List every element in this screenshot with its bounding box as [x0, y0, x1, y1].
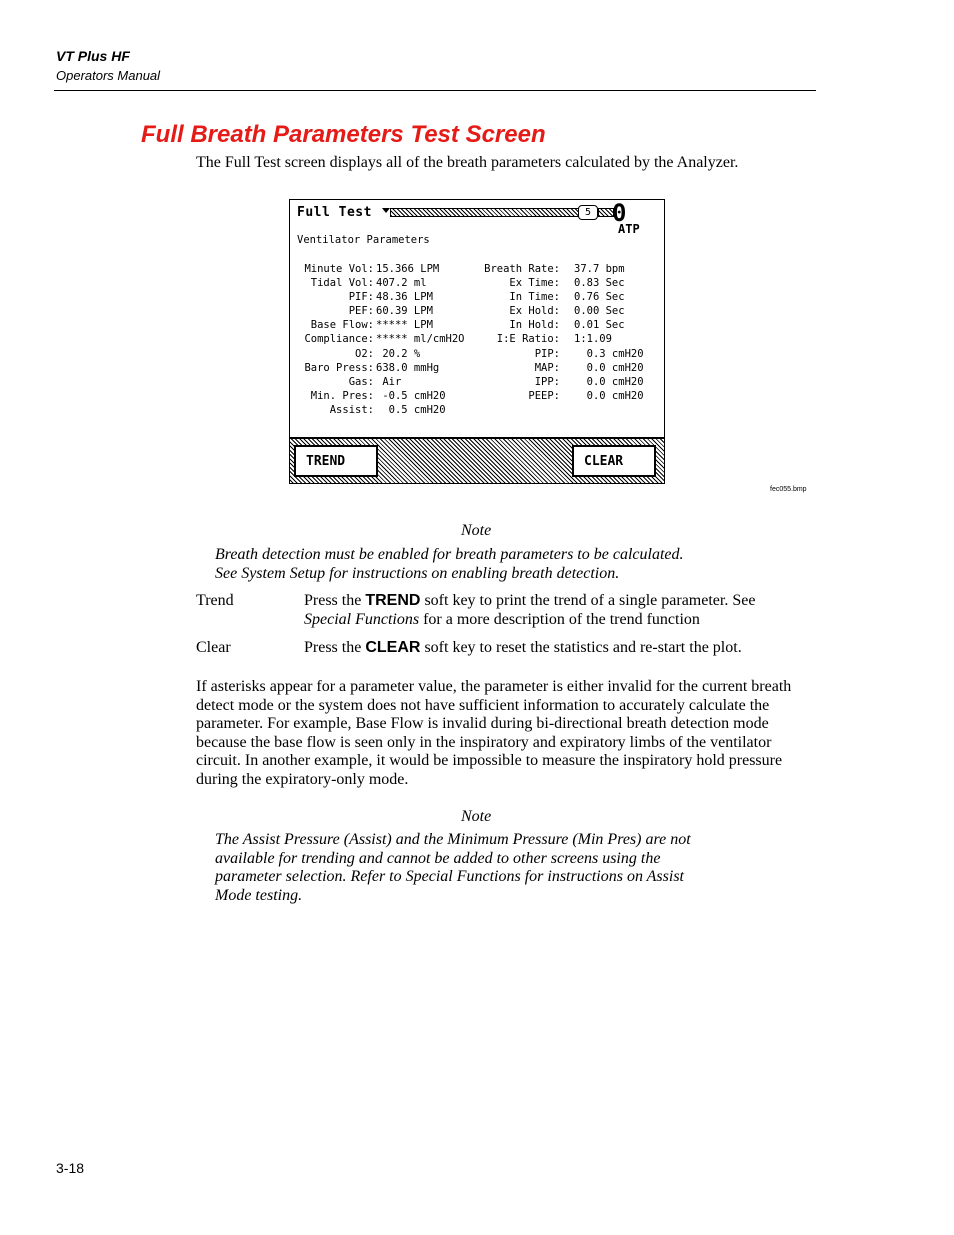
- parameter-label: Ex Time:: [509, 277, 560, 290]
- special-functions-reference: Special Functions: [304, 610, 420, 628]
- clear-soft-key[interactable]: CLEAR: [572, 445, 656, 477]
- parameter-value: ***** LPM: [376, 319, 433, 332]
- parameter-row: [290, 376, 664, 390]
- parameter-value: 1:1.09: [574, 333, 612, 346]
- parameter-row: [290, 277, 664, 291]
- definition-line: [304, 611, 804, 630]
- clear-key-name: CLEAR: [365, 639, 421, 656]
- parameter-label: Gas:: [348, 375, 374, 388]
- parameter-label: Assist:: [329, 403, 374, 416]
- parameter-value: -0.5 cmH20: [376, 389, 446, 402]
- parameter-label: Tidal Vol:: [310, 277, 374, 290]
- definition-clear: [304, 639, 804, 658]
- note-line: Breath detection must be enabled for breath parameters to be calculated.: [215, 546, 684, 563]
- note-line: See System Setup for instructions on enabling breath detection.: [215, 564, 620, 582]
- parameter-label: In Hold:: [509, 319, 560, 332]
- parameter-label: MAP:: [534, 361, 560, 374]
- definition-text: soft key to print the trend of a single parameter. See: [420, 592, 756, 609]
- screen-progress-bar: [390, 208, 580, 217]
- trend-soft-key[interactable]: TREND: [294, 445, 378, 477]
- parameter-row: [290, 263, 664, 277]
- note-line: The Assist Pressure (Assist) and the Minimum Pressure (Min Pres) are not: [215, 831, 691, 848]
- parameter-label: I:E Ratio:: [496, 333, 560, 346]
- parameter-value: 15.366 LPM: [376, 263, 440, 275]
- parameter-row: [290, 348, 664, 362]
- parameter-label: O2:: [355, 347, 374, 360]
- parameter-label: Min. Pres:: [310, 389, 374, 402]
- parameter-label: Breath Rate:: [484, 263, 560, 275]
- note-body: [215, 546, 684, 583]
- definition-line: [304, 592, 804, 611]
- note-heading: Note: [461, 808, 492, 825]
- trend-key-name: TREND: [365, 592, 421, 609]
- definition-text: Press the: [304, 639, 366, 656]
- page-number: 3-18: [56, 1160, 85, 1176]
- parameter-label: PIF:: [348, 291, 374, 304]
- parameter-value: 0.76 Sec: [574, 291, 625, 304]
- parameter-label: PEF:: [348, 305, 374, 318]
- parameter-label: Minute Vol:: [304, 263, 374, 275]
- parameter-row: [290, 319, 664, 333]
- section-title: Full Breath Parameters Test Screen: [141, 121, 546, 148]
- zero-indicator: 0: [612, 199, 628, 227]
- parameter-label: PIP:: [534, 347, 560, 360]
- parameter-value: 0.0 cmH20: [574, 361, 644, 374]
- note-line: Mode testing.: [215, 886, 303, 904]
- parameter-label: PEEP:: [528, 389, 560, 402]
- parameter-value: 0.3 cmH20: [574, 347, 644, 360]
- parameter-row: [290, 362, 664, 376]
- parameter-value: 0.5 cmH20: [376, 403, 446, 416]
- manual-subtitle: Operators Manual: [56, 68, 161, 83]
- parameter-list: [290, 263, 664, 418]
- parameter-label: IPP:: [534, 375, 560, 388]
- parameter-label: Baro Press:: [304, 361, 374, 374]
- parameter-row: [290, 305, 664, 319]
- note-heading: Note: [461, 522, 492, 539]
- parameter-value: 60.39 LPM: [376, 305, 433, 318]
- atp-indicator: ATP: [618, 222, 640, 236]
- parameter-row: [290, 333, 664, 347]
- note-line: available for trending and cannot be added to other screens using the: [215, 849, 661, 867]
- note-line: parameter selection. Refer to Special Functions for instructions on Assist: [215, 868, 684, 886]
- parameter-row: [290, 291, 664, 305]
- screen-section-label: Ventilator Parameters: [297, 234, 430, 246]
- manual-title: VT Plus HF: [56, 48, 130, 64]
- definition-term-clear: Clear: [196, 639, 231, 656]
- parameter-value: 0.01 Sec: [574, 319, 625, 332]
- definition-term-trend: Trend: [196, 592, 234, 609]
- screen-title: Full Test: [297, 205, 372, 220]
- parameter-row: [290, 404, 664, 418]
- note-body: [215, 831, 691, 905]
- parameter-value: 48.36 LPM: [376, 291, 433, 304]
- definition-text: for a more description of the trend function: [419, 610, 700, 628]
- parameter-value: 0.0 cmH20: [574, 375, 644, 388]
- parameter-row: [290, 390, 664, 404]
- parameter-value: 0.00 Sec: [574, 305, 625, 318]
- parameter-value: 638.0 mmHg: [376, 361, 440, 374]
- parameter-value: ***** ml/cmH2O: [376, 333, 465, 346]
- parameter-label: Ex Hold:: [509, 305, 560, 318]
- parameter-value: 20.2 %: [376, 347, 421, 360]
- parameter-value: Air: [376, 375, 402, 388]
- soft-key-bar: [290, 437, 664, 484]
- definition-text: Press the: [304, 592, 366, 609]
- figure-caption: fec055.bmp: [770, 486, 807, 493]
- screen-number-badge: 5: [578, 205, 598, 220]
- parameter-value: 0.0 cmH20: [574, 389, 644, 402]
- asterisks-paragraph: If asterisks appear for a parameter value, the parameter is either invalid for the current breath detect mode or the system does not have sufficient information to accurately calculate the parameter. For example, Base Flow is invalid during bi-directional breath detection mode because the base flow is seen only in the inspiratory and expiratory limbs of the ventilator circuit. In another example, it would be impossible to measure the inspiratory hold pressure during the expiratory-only mode.: [196, 678, 792, 788]
- full-test-screen-figure: [289, 199, 665, 484]
- parameter-value: 37.7 bpm: [574, 263, 625, 275]
- header-rule: [54, 90, 816, 91]
- progress-pointer-icon: [382, 208, 390, 213]
- parameter-label: Compliance:: [304, 333, 374, 346]
- parameter-label: In Time:: [509, 291, 560, 304]
- parameter-label: Base Flow:: [310, 319, 374, 332]
- definition-text: soft key to reset the statistics and re-start the plot.: [420, 639, 742, 656]
- definition-trend: [304, 592, 804, 629]
- parameter-value: 407.2 ml: [376, 277, 427, 290]
- parameter-value: 0.83 Sec: [574, 277, 625, 290]
- intro-text: The Full Test screen displays all of the breath parameters calculated by the Analyzer.: [196, 154, 739, 171]
